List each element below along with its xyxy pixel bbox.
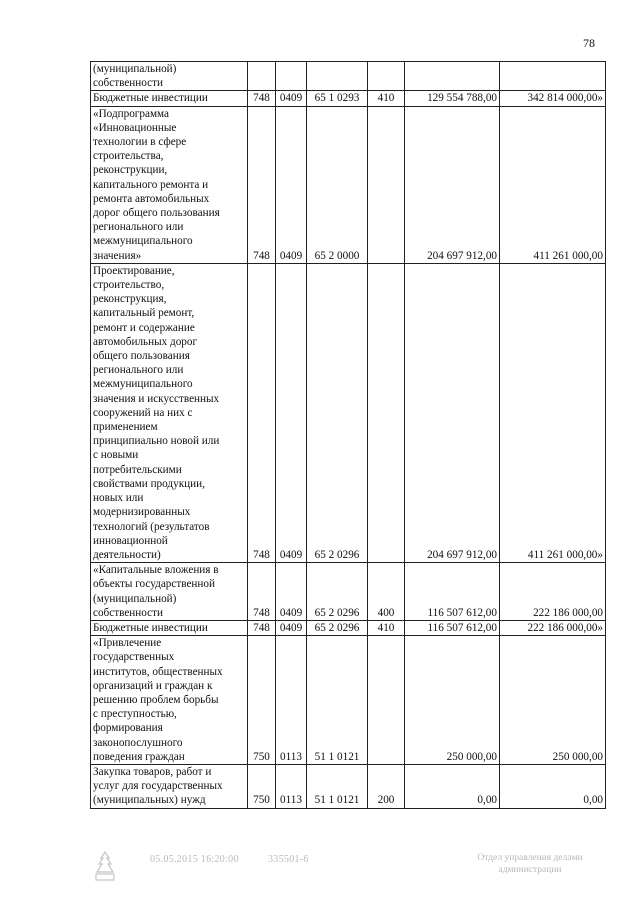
amount-year2 <box>500 62 606 91</box>
table-row <box>91 91 606 106</box>
section-code: 0113 <box>276 636 307 765</box>
amount-year2: 342 814 000,00» <box>500 91 606 106</box>
row-name: «Капитальные вложения в объекты государственной (муниципальной) собственности <box>91 563 248 621</box>
amount-year2: 411 261 000,00» <box>500 263 606 562</box>
row-name: Бюджетные инвестиции <box>91 91 248 106</box>
grbs-code: 748 <box>248 106 276 263</box>
row-name: «Привлечение государственных институтов, общественных организаций и граждан к решению проблем борьбы с преступностью, формирования законопослушного поведения граждан <box>91 636 248 765</box>
section-code: 0409 <box>276 91 307 106</box>
target-article: 51 1 0121 <box>307 764 368 808</box>
table-row <box>91 620 606 635</box>
amount-year1 <box>405 62 500 91</box>
budget-table <box>90 61 606 809</box>
expense-type: 200 <box>368 764 405 808</box>
expense-type: 410 <box>368 620 405 635</box>
document-code: 335501-6 <box>268 854 309 865</box>
grbs-code: 748 <box>248 620 276 635</box>
amount-year1: 116 507 612,00 <box>405 620 500 635</box>
amount-year1: 250 000,00 <box>405 636 500 765</box>
row-name: (муниципальной) собственности <box>91 62 248 91</box>
section-code: 0113 <box>276 764 307 808</box>
row-name: Проектирование, строительство, реконструкция, капитальный ремонт, ремонт и содержание автомобильных дорог общего пользования регионального или межмуниципального значения и искусственных сооружений на них с применением принципиально новой или с новыми потребительскими свойствами продукции, новых или модернизированных технологий (результатов инновационной деятельности) <box>91 263 248 562</box>
grbs-code <box>248 62 276 91</box>
target-article: 65 1 0293 <box>307 91 368 106</box>
page-number: 78 <box>583 36 595 50</box>
target-article <box>307 62 368 91</box>
amount-year1: 0,00 <box>405 764 500 808</box>
grbs-code: 748 <box>248 91 276 106</box>
grbs-code: 750 <box>248 764 276 808</box>
grbs-code: 748 <box>248 263 276 562</box>
target-article: 65 2 0296 <box>307 563 368 621</box>
section-code: 0409 <box>276 563 307 621</box>
amount-year1: 204 697 912,00 <box>405 106 500 263</box>
grbs-code: 750 <box>248 636 276 765</box>
department-line-1: Отдел управления делами <box>477 853 583 863</box>
amount-year2: 0,00 <box>500 764 606 808</box>
expense-type <box>368 106 405 263</box>
target-article: 51 1 0121 <box>307 636 368 765</box>
table-row <box>91 636 606 765</box>
table-row <box>91 106 606 263</box>
expense-type <box>368 263 405 562</box>
table-row <box>91 62 606 91</box>
emblem-icon <box>90 850 120 884</box>
section-code: 0409 <box>276 263 307 562</box>
target-article: 65 2 0000 <box>307 106 368 263</box>
amount-year1: 129 554 788,00 <box>405 91 500 106</box>
table-row <box>91 263 606 562</box>
registration-stamp: 05.05.2015 16:20:00 <box>150 854 239 865</box>
row-name: Закупка товаров, работ и услуг для государственных (муниципальных) нужд <box>91 764 248 808</box>
section-code: 0409 <box>276 620 307 635</box>
target-article: 65 2 0296 <box>307 620 368 635</box>
expense-type <box>368 636 405 765</box>
expense-type: 410 <box>368 91 405 106</box>
amount-year2: 222 186 000,00 <box>500 563 606 621</box>
table-row <box>91 563 606 621</box>
amount-year1: 204 697 912,00 <box>405 263 500 562</box>
target-article: 65 2 0296 <box>307 263 368 562</box>
expense-type: 400 <box>368 563 405 621</box>
amount-year2: 250 000,00 <box>500 636 606 765</box>
document-footer <box>90 848 610 888</box>
row-name: «Подпрограмма «Инновационные технологии в сфере строительства, реконструкции, капитального ремонта и ремонта автомобильных дорог общего пользования регионального или межмуниципального значения» <box>91 106 248 263</box>
amount-year2: 411 261 000,00 <box>500 106 606 263</box>
grbs-code: 748 <box>248 563 276 621</box>
section-code <box>276 62 307 91</box>
department-stamp <box>450 852 610 876</box>
table-row <box>91 764 606 808</box>
section-code: 0409 <box>276 106 307 263</box>
amount-year2: 222 186 000,00» <box>500 620 606 635</box>
expense-type <box>368 62 405 91</box>
row-name: Бюджетные инвестиции <box>91 620 248 635</box>
amount-year1: 116 507 612,00 <box>405 563 500 621</box>
department-line-2: администрации <box>498 865 562 875</box>
